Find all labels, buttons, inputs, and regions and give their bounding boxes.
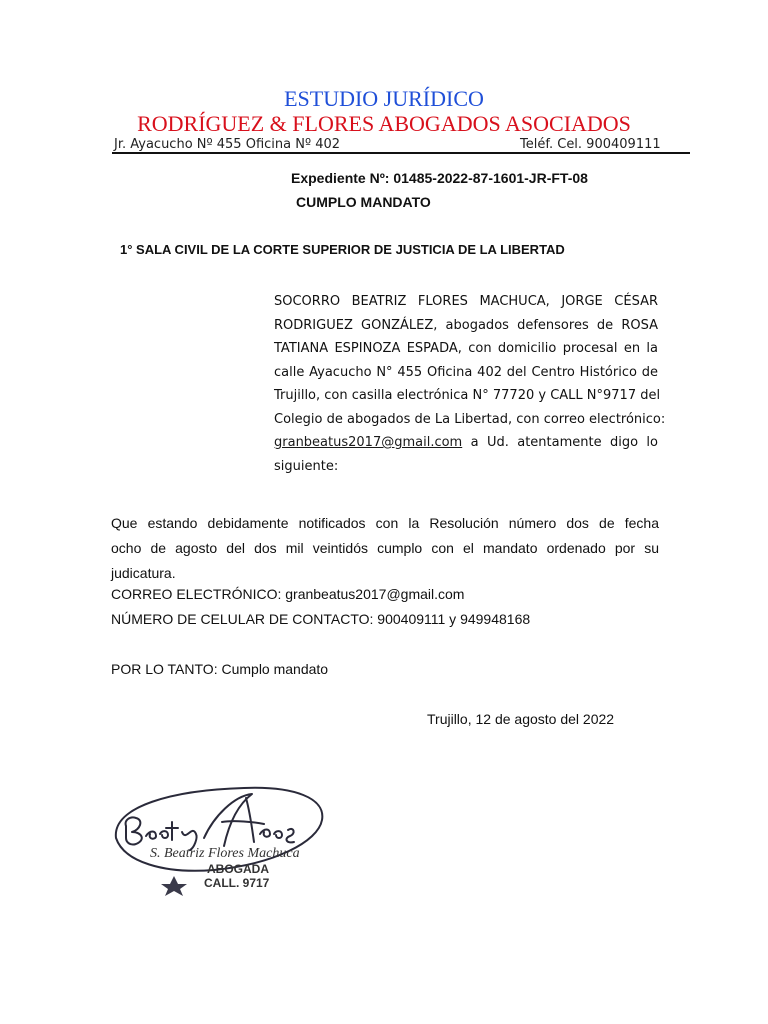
body-paragraph — [111, 511, 659, 586]
expediente-line — [291, 170, 588, 186]
contact-email: CORREO ELECTRÓNICO: granbeatus2017@gmail.com — [111, 586, 465, 602]
intro-line: calle Ayacucho N° 455 Oficina 402 del Centro Histórico de — [274, 364, 658, 380]
stamp-registration: CALL. 9717 — [204, 876, 270, 890]
expediente-number: 01485-2022-87-1601-JR-FT-08 — [393, 170, 588, 186]
closing-statement: POR LO TANTO: Cumplo mandato — [111, 661, 329, 677]
intro-paragraph — [274, 290, 666, 478]
body-line: judicatura. — [111, 565, 176, 581]
place-date: Trujillo, 12 de agosto del 2022 — [427, 711, 615, 727]
intro-line-email — [274, 431, 658, 455]
header-divider — [112, 152, 690, 154]
body-line: Que estando debidamente notificados con la Resolución número dos de fecha — [111, 515, 659, 531]
intro-line: RODRIGUEZ GONZÁLEZ, abogados defensores de ROSA — [274, 317, 658, 333]
stamp-title: ABOGADA — [207, 862, 269, 876]
firm-name-line1: ESTUDIO JURÍDICO — [284, 86, 484, 111]
intro-line: Trujillo, con casilla electrónica N° 77720 y CALL N°9717 del — [274, 388, 661, 403]
intro-line: SOCORRO BEATRIZ FLORES MACHUCA, JORGE CÉSAR — [274, 294, 658, 309]
intro-line: Colegio de abogados de La Libertad, con correo electrónico: — [274, 411, 666, 427]
contact-phone: NÚMERO DE CELULAR DE CONTACTO: 900409111 y 949948168 — [111, 611, 531, 627]
intro-tail: a Ud. atentamente digo lo — [470, 435, 658, 450]
firm-name-line2: RODRÍGUEZ & FLORES ABOGADOS ASOCIADOS — [137, 111, 631, 136]
firm-address: Jr. Ayacucho Nº 455 Oficina Nº 402 — [114, 137, 341, 152]
stamp-name: S. Beatriz Flores Machuca — [150, 846, 300, 861]
intro-line: TATIANA ESPINOZA ESPADA, con domicilio procesal en la — [274, 341, 658, 356]
body-line: ocho de agosto del dos mil veintidós cumplo con el mandato ordenado por su — [111, 540, 659, 556]
document-subject: CUMPLO MANDATO — [296, 194, 431, 210]
firm-phone: Teléf. Cel. 900409111 — [520, 137, 661, 152]
court-addressee: 1° SALA CIVIL DE LA CORTE SUPERIOR DE JUSTICIA DE LA LIBERTAD — [120, 242, 565, 257]
intro-line: siguiente: — [274, 458, 339, 474]
intro-email-link[interactable]: granbeatus2017@gmail.com — [274, 435, 463, 450]
expediente-label: Expediente Nº: — [291, 170, 390, 186]
